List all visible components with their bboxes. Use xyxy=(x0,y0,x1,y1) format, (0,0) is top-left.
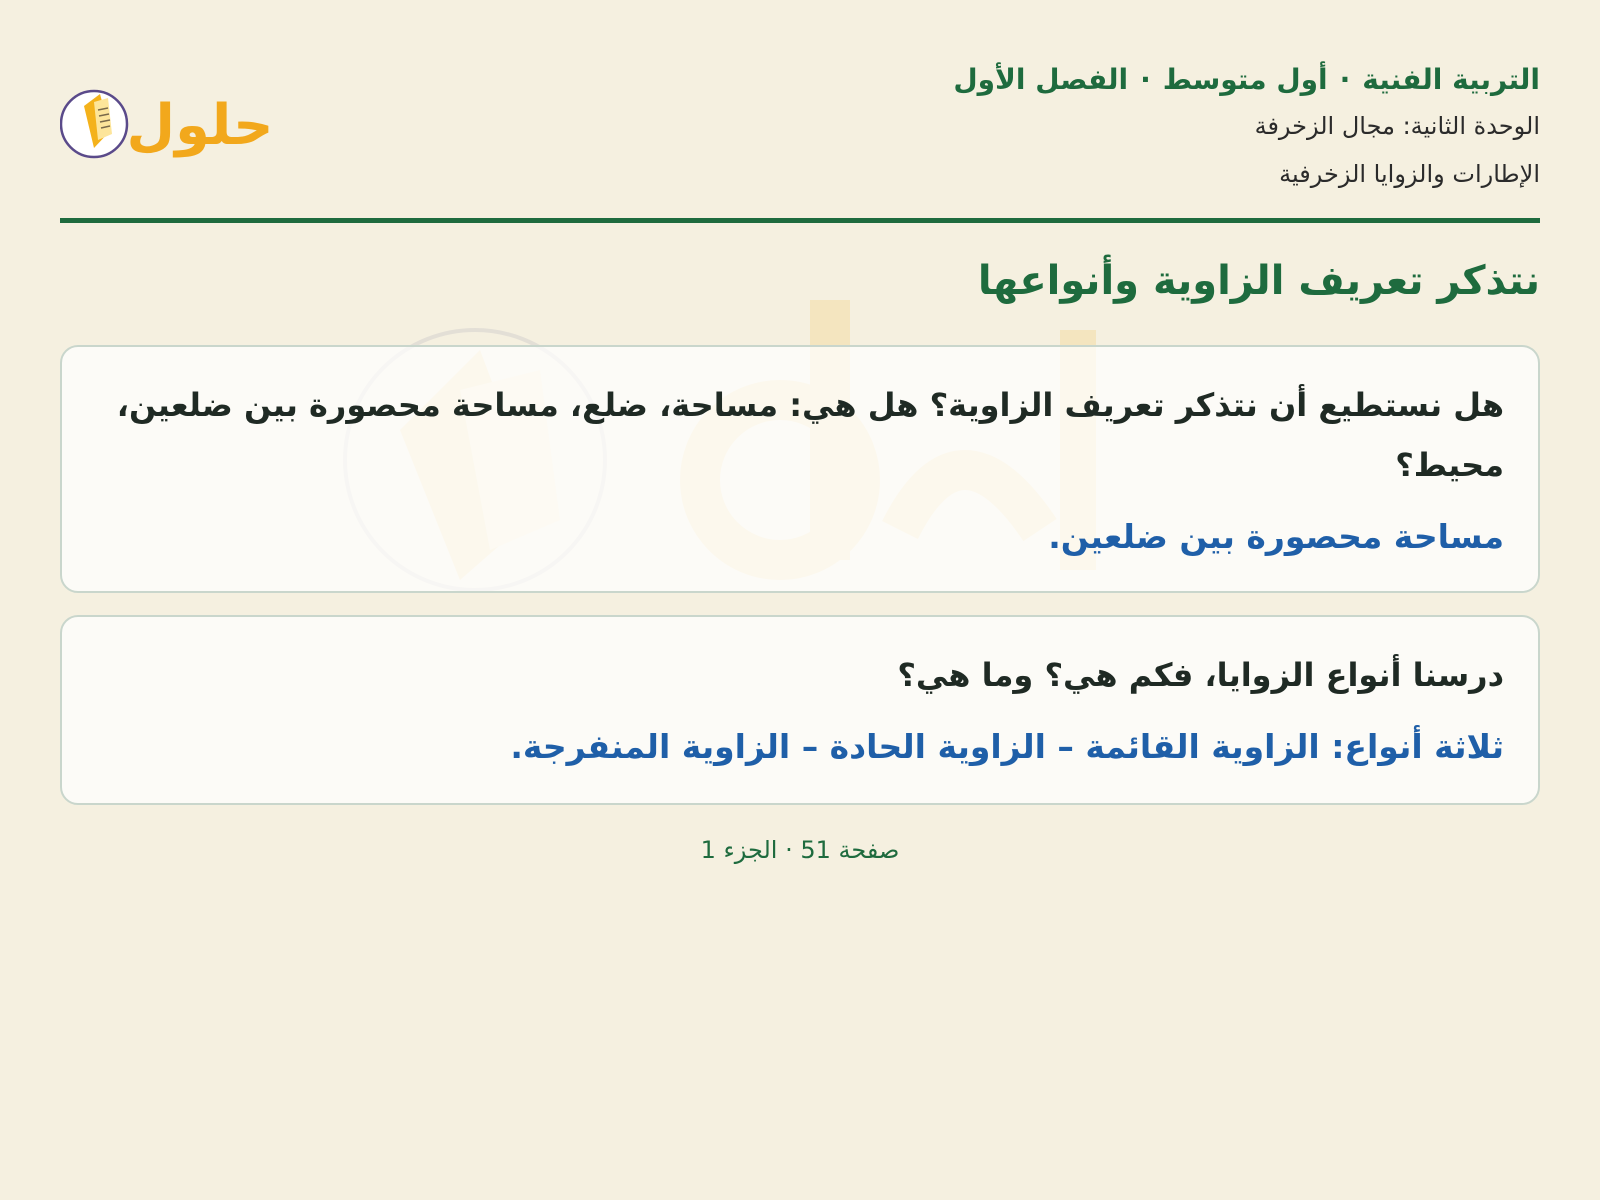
question-text: درسنا أنواع الزوايا، فكم هي؟ وما هي؟ xyxy=(897,656,1504,694)
question-card-1 xyxy=(60,345,1540,593)
unit-label: الوحدة الثانية: مجال الزخرفة xyxy=(1254,112,1540,140)
title-separator: · xyxy=(1140,63,1151,96)
page-footer: صفحة 51 · الجزء 1 xyxy=(700,836,900,864)
header-divider xyxy=(60,218,1540,223)
lesson-label: الإطارات والزوايا الزخرفية xyxy=(1279,160,1540,188)
answer-text: ثلاثة أنواع: الزاوية القائمة – الزاوية الحادة – الزاوية المنفرجة. xyxy=(510,727,1504,766)
question-card-2 xyxy=(60,615,1540,805)
subject-label: التربية الفنية xyxy=(1362,63,1540,96)
header xyxy=(60,50,1540,200)
grade-label: أول متوسط xyxy=(1162,63,1328,96)
section-title: نتذكر تعريف الزاوية وأنواعها xyxy=(977,258,1540,304)
logo-text: حلول xyxy=(126,93,274,158)
hulul-book-logo-icon xyxy=(60,76,280,166)
page xyxy=(60,0,1540,1200)
header-text xyxy=(953,58,1540,198)
course-title xyxy=(953,58,1540,102)
term-label: الفصل الأول xyxy=(953,63,1129,96)
answer-text: مساحة محصورة بين ضلعين. xyxy=(1048,517,1504,556)
title-separator: · xyxy=(1339,63,1351,96)
question-text: هل نستطيع أن نتذكر تعريف الزاوية؟ هل هي: مساحة، ضلع، مساحة محصورة بين ضلعين، محيط؟ xyxy=(116,386,1504,484)
